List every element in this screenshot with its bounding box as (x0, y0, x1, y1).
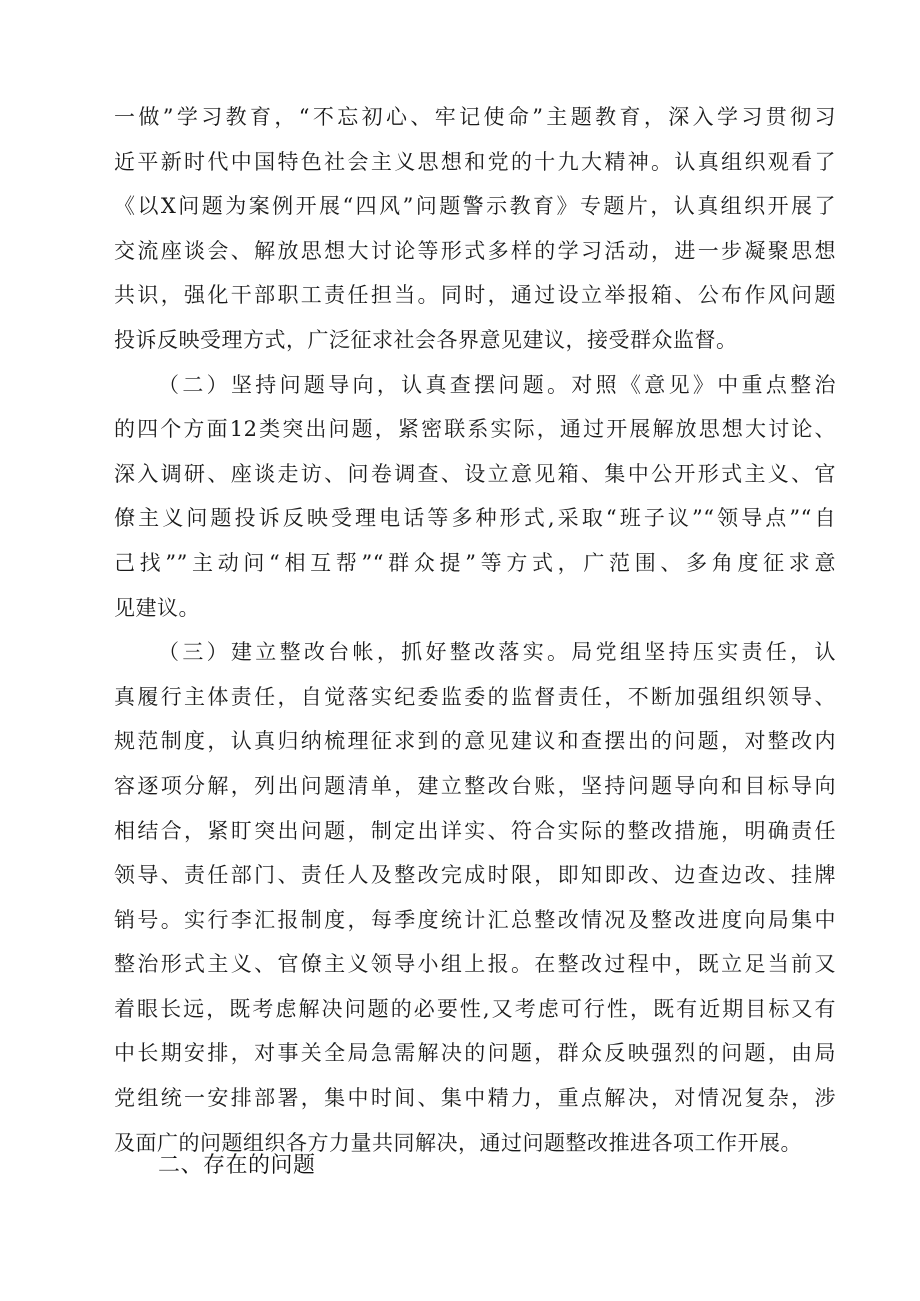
paragraph-2-line-1: （二）坚持问题导向，认真查摆问题。对照《意见》中重点整治 (158, 372, 836, 397)
paragraph-3-line-9: 着眼长远，既考虑解决问题的必要性,又考虑可行性，既有近期目标又有 (114, 996, 836, 1021)
paragraph-1-line-1: 一做”学习教育，“不忘初心、牢记使命”主题教育，深入学习贯彻习 (114, 105, 836, 129)
paragraph-2-line-2: 的四个方面12类突出问题，紧密联系实际，通过开展解放思想大讨论、 (114, 417, 836, 442)
section-heading: 二、存在的问题 (158, 1153, 316, 1178)
paragraph-3-line-3: 规范制度，认真归纳梳理征求到的意见建议和查摆出的问题，对整改内 (114, 729, 836, 754)
paragraph-3-line-2: 真履行主体责任，自觉落实纪委监委的监督责任，不断加强组织领导、 (114, 684, 836, 709)
paragraph-3-line-8: 整治形式主义、官僚主义领导小组上报。在整改过程中，既立足当前又 (114, 952, 836, 977)
paragraph-3-line-4: 容逐项分解，列出问题清单，建立整改台账，坚持问题导向和目标导向 (114, 773, 836, 798)
paragraph-2-line-6: 见建议。 (114, 595, 200, 620)
paragraph-3-line-5: 相结合，紧盯突出问题，制定出详实、符合实际的整改措施，明确责任 (114, 818, 836, 843)
paragraph-1-line-4: 交流座谈会、解放思想大讨论等形式多样的学习活动，进一步凝聚思想 (114, 238, 836, 263)
paragraph-2-line-5: 己找””主动问“相互帮”“群众提”等方式，广范围、多角度征求意 (114, 550, 836, 575)
paragraph-1-line-5: 共识，强化干部职工责任担当。同时，通过设立举报箱、公布作风问题 (114, 283, 836, 308)
paragraph-2-line-4: 僚主义问题投诉反映受理电话等多种形式,采取“班子议”“领导点”“自 (114, 506, 836, 531)
paragraph-3-line-10: 中长期安排，对事关全局急需解决的问题，群众反映强烈的问题，由局 (114, 1041, 836, 1066)
paragraph-3-line-12: 及面广的问题组织各方力量共同解决，通过问题整改推进各项工作开展。 (114, 1130, 802, 1155)
document-body (114, 95, 836, 1165)
paragraph-1-line-2: 近平新时代中国特色社会主义思想和党的十九大精神。认真组织观看了 (114, 149, 836, 174)
paragraph-3-line-7: 销号。实行李汇报制度，每季度统计汇总整改情况及整改进度向局集中 (114, 907, 836, 932)
paragraph-3-line-11: 党组统一安排部署，集中时间、集中精力，重点解决，对情况复杂，涉 (114, 1086, 836, 1111)
paragraph-3-line-1: （三）建立整改台帐，抓好整改落实。局党组坚持压实责任，认 (158, 640, 836, 665)
paragraph-3-line-6: 领导、责任部门、责任人及整改完成时限，即知即改、边查边改、挂牌 (114, 863, 836, 888)
paragraph-2-line-3: 深入调研、座谈走访、问卷调查、设立意见箱、集中公开形式主义、官 (114, 461, 836, 486)
paragraph-1-line-3: 《以X问题为案例开展“四风”问题警示教育》专题片，认真组织开展了 (114, 194, 836, 219)
paragraph-1-line-6: 投诉反映受理方式，广泛征求社会各界意见建议，接受群众监督。 (114, 327, 738, 352)
